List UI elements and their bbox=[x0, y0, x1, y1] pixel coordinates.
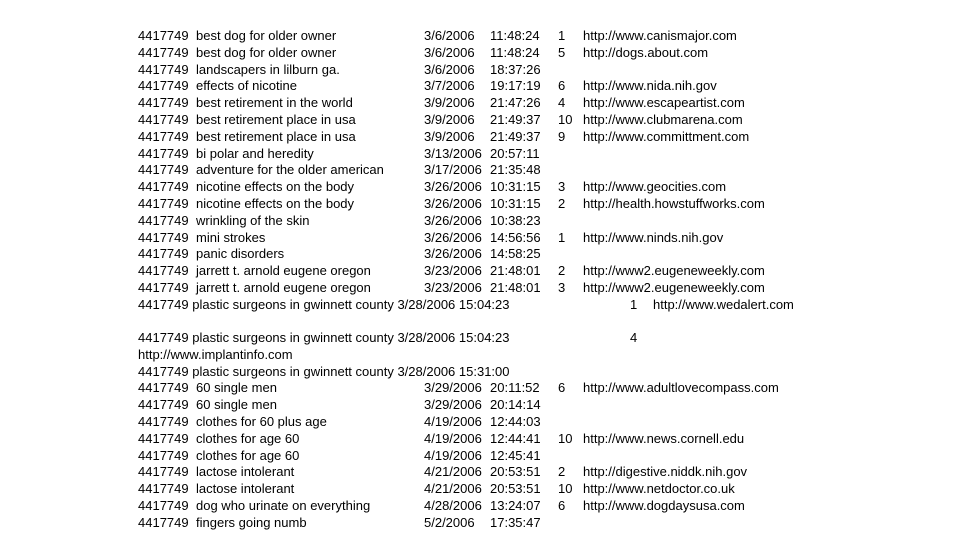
row-url: http://www.nida.nih.gov bbox=[583, 78, 717, 94]
row-time: 21:49:37 bbox=[490, 112, 541, 127]
row-user-id: 4417749 bbox=[138, 128, 189, 144]
row-user-id: 4417749 bbox=[138, 263, 189, 279]
row-query: clothes for 60 plus age bbox=[196, 414, 327, 430]
row-user-id: 4417749 bbox=[138, 481, 189, 497]
row-query: mini strokes bbox=[196, 229, 266, 245]
row-time: 19:17:19 bbox=[490, 78, 541, 94]
row-time: 21:49:37 bbox=[490, 128, 541, 144]
wrapped-row-c: 4417749 plastic surgeons in gwinnett county 3/28/2006 15:31:00 bbox=[138, 363, 510, 379]
row-url: http://health.howstuffworks.com bbox=[583, 196, 765, 211]
row-url: http://www.netdoctor.co.uk bbox=[583, 481, 735, 497]
row-time: 10:31:15 bbox=[490, 196, 541, 211]
row-date: 3/6/2006 bbox=[424, 44, 475, 60]
wrapped-row-b: 4417749 plastic surgeons in gwinnett county 3/28/2006 15:04:23 bbox=[138, 330, 510, 346]
row-rank: 6 bbox=[558, 498, 566, 514]
row-time: 18:37:26 bbox=[490, 61, 541, 77]
row-date: 3/9/2006 bbox=[424, 112, 475, 127]
row-date: 3/23/2006 bbox=[424, 280, 482, 295]
row-date: 3/26/2006 bbox=[424, 229, 482, 245]
row-query: fingers going numb bbox=[196, 514, 307, 530]
row-query: 60 single men bbox=[196, 380, 277, 396]
row-date: 4/28/2006 bbox=[424, 498, 482, 514]
row-user-id: 4417749 bbox=[138, 145, 189, 161]
row-time: 11:48:24 bbox=[490, 44, 540, 60]
row-user-id: 4417749 bbox=[138, 28, 189, 43]
row-rank: 4 bbox=[558, 95, 566, 111]
row-date: 3/7/2006 bbox=[424, 78, 475, 94]
row-query: best retirement in the world bbox=[196, 95, 353, 111]
row-user-id: 4417749 bbox=[138, 78, 189, 94]
row-user-id: 4417749 bbox=[138, 61, 189, 77]
row-query: 60 single men bbox=[196, 397, 277, 413]
row-user-id: 4417749 bbox=[138, 212, 189, 228]
row-date: 3/9/2006 bbox=[424, 95, 475, 111]
row-rank: 1 bbox=[558, 229, 566, 245]
row-url: http://dogs.about.com bbox=[583, 44, 709, 60]
row-user-id: 4417749 bbox=[138, 414, 189, 430]
row-user-id: 4417749 bbox=[138, 397, 189, 413]
row-url: http://www.escapeartist.com bbox=[583, 95, 745, 111]
row-time: 20:14:14 bbox=[490, 397, 541, 413]
wrapped-row-b-rank: 4 bbox=[630, 330, 638, 346]
row-time: 21:47:26 bbox=[490, 95, 541, 111]
row-url: http://www.ninds.nih.gov bbox=[583, 229, 724, 245]
row-query: landscapers in lilburn ga. bbox=[196, 61, 340, 77]
row-time: 20:11:52 bbox=[490, 380, 540, 396]
row-rank: 9 bbox=[558, 128, 566, 144]
row-user-id: 4417749 bbox=[138, 196, 189, 211]
row-query: lactose intolerant bbox=[196, 481, 295, 497]
row-query: adventure for the older american bbox=[196, 162, 384, 178]
row-time: 11:48:24 bbox=[490, 28, 540, 43]
row-time: 14:58:25 bbox=[490, 246, 541, 262]
row-query: best retirement place in usa bbox=[196, 128, 356, 144]
row-rank: 6 bbox=[558, 78, 566, 94]
row-url: http://www.clubmarena.com bbox=[583, 112, 743, 127]
row-user-id: 4417749 bbox=[138, 112, 189, 127]
row-user-id: 4417749 bbox=[138, 380, 189, 396]
row-time: 20:57:11 bbox=[490, 145, 540, 161]
row-query: best dog for older owner bbox=[196, 28, 337, 43]
row-date: 3/26/2006 bbox=[424, 246, 482, 262]
row-time: 14:56:56 bbox=[490, 229, 541, 245]
row-date: 3/26/2006 bbox=[424, 212, 482, 228]
row-rank: 2 bbox=[558, 263, 566, 279]
wrapped-row-a-url: http://www.wedalert.com bbox=[653, 296, 794, 312]
row-rank: 2 bbox=[558, 196, 566, 211]
row-time: 20:53:51 bbox=[490, 464, 541, 480]
row-user-id: 4417749 bbox=[138, 95, 189, 111]
row-user-id: 4417749 bbox=[138, 179, 189, 195]
row-date: 4/19/2006 bbox=[424, 430, 482, 446]
row-date: 5/2/2006 bbox=[424, 514, 475, 530]
row-rank: 10 bbox=[558, 430, 573, 446]
row-url: http://www.news.cornell.edu bbox=[583, 430, 745, 446]
row-url: http://www.committment.com bbox=[583, 128, 750, 144]
row-time: 20:53:51 bbox=[490, 481, 541, 497]
row-user-id: 4417749 bbox=[138, 162, 189, 178]
row-url: http://digestive.niddk.nih.gov bbox=[583, 464, 748, 480]
row-time: 12:44:41 bbox=[490, 430, 541, 446]
row-rank: 5 bbox=[558, 44, 566, 60]
row-user-id: 4417749 bbox=[138, 464, 189, 480]
row-rank: 10 bbox=[558, 112, 573, 127]
row-query: wrinkling of the skin bbox=[196, 212, 310, 228]
row-date: 3/26/2006 bbox=[424, 196, 482, 211]
row-date: 4/21/2006 bbox=[424, 481, 482, 497]
row-query: jarrett t. arnold eugene oregon bbox=[196, 280, 371, 295]
row-time: 21:48:01 bbox=[490, 280, 541, 295]
row-date: 3/23/2006 bbox=[424, 263, 482, 279]
row-query: effects of nicotine bbox=[196, 78, 297, 94]
wrapped-row-b-url: http://www.implantinfo.com bbox=[138, 346, 293, 362]
row-url: http://www.canismajor.com bbox=[583, 28, 737, 43]
row-rank: 3 bbox=[558, 179, 566, 195]
row-date: 3/9/2006 bbox=[424, 128, 475, 144]
row-query: clothes for age 60 bbox=[196, 447, 300, 463]
row-rank: 1 bbox=[558, 28, 566, 43]
row-date: 3/29/2006 bbox=[424, 397, 482, 413]
row-time: 12:45:41 bbox=[490, 447, 541, 463]
row-time: 12:44:03 bbox=[490, 414, 541, 430]
row-date: 3/17/2006 bbox=[424, 162, 482, 178]
row-query: jarrett t. arnold eugene oregon bbox=[196, 263, 371, 279]
row-user-id: 4417749 bbox=[138, 44, 189, 60]
row-user-id: 4417749 bbox=[138, 246, 189, 262]
row-query: nicotine effects on the body bbox=[196, 196, 355, 211]
row-user-id: 4417749 bbox=[138, 514, 189, 530]
row-date: 3/29/2006 bbox=[424, 380, 482, 396]
row-time: 21:48:01 bbox=[490, 263, 541, 279]
row-time: 10:38:23 bbox=[490, 212, 541, 228]
row-url: http://www2.eugeneweekly.com bbox=[583, 280, 765, 295]
row-user-id: 4417749 bbox=[138, 447, 189, 463]
row-rank: 2 bbox=[558, 464, 566, 480]
wrapped-row-a: 4417749 plastic surgeons in gwinnett county 3/28/2006 15:04:23 bbox=[138, 296, 510, 312]
row-user-id: 4417749 bbox=[138, 280, 189, 295]
row-query: best dog for older owner bbox=[196, 44, 337, 60]
wrapped-row-a-rank: 1 bbox=[630, 296, 638, 312]
row-date: 4/21/2006 bbox=[424, 464, 482, 480]
row-query: clothes for age 60 bbox=[196, 430, 300, 446]
row-query: nicotine effects on the body bbox=[196, 179, 355, 195]
row-url: http://www.adultlovecompass.com bbox=[583, 380, 779, 396]
row-query: best retirement place in usa bbox=[196, 112, 356, 127]
row-time: 10:31:15 bbox=[490, 179, 541, 195]
row-user-id: 4417749 bbox=[138, 498, 189, 514]
row-url: http://www.geocities.com bbox=[583, 179, 727, 195]
row-date: 3/6/2006 bbox=[424, 28, 475, 43]
row-query: panic disorders bbox=[196, 246, 285, 262]
row-url: http://www.dogdaysusa.com bbox=[583, 498, 745, 514]
row-user-id: 4417749 bbox=[138, 229, 189, 245]
row-date: 3/13/2006 bbox=[424, 145, 482, 161]
row-time: 21:35:48 bbox=[490, 162, 541, 178]
row-rank: 10 bbox=[558, 481, 573, 497]
row-query: bi polar and heredity bbox=[196, 145, 314, 161]
row-url: http://www2.eugeneweekly.com bbox=[583, 263, 765, 279]
row-date: 3/26/2006 bbox=[424, 179, 482, 195]
row-rank: 6 bbox=[558, 380, 566, 396]
row-time: 13:24:07 bbox=[490, 498, 541, 514]
row-time: 17:35:47 bbox=[490, 514, 541, 530]
row-user-id: 4417749 bbox=[138, 430, 189, 446]
row-date: 4/19/2006 bbox=[424, 447, 482, 463]
row-date: 4/19/2006 bbox=[424, 414, 482, 430]
row-query: lactose intolerant bbox=[196, 464, 295, 480]
row-date: 3/6/2006 bbox=[424, 61, 475, 77]
row-rank: 3 bbox=[558, 280, 566, 295]
row-query: dog who urinate on everything bbox=[196, 498, 371, 514]
